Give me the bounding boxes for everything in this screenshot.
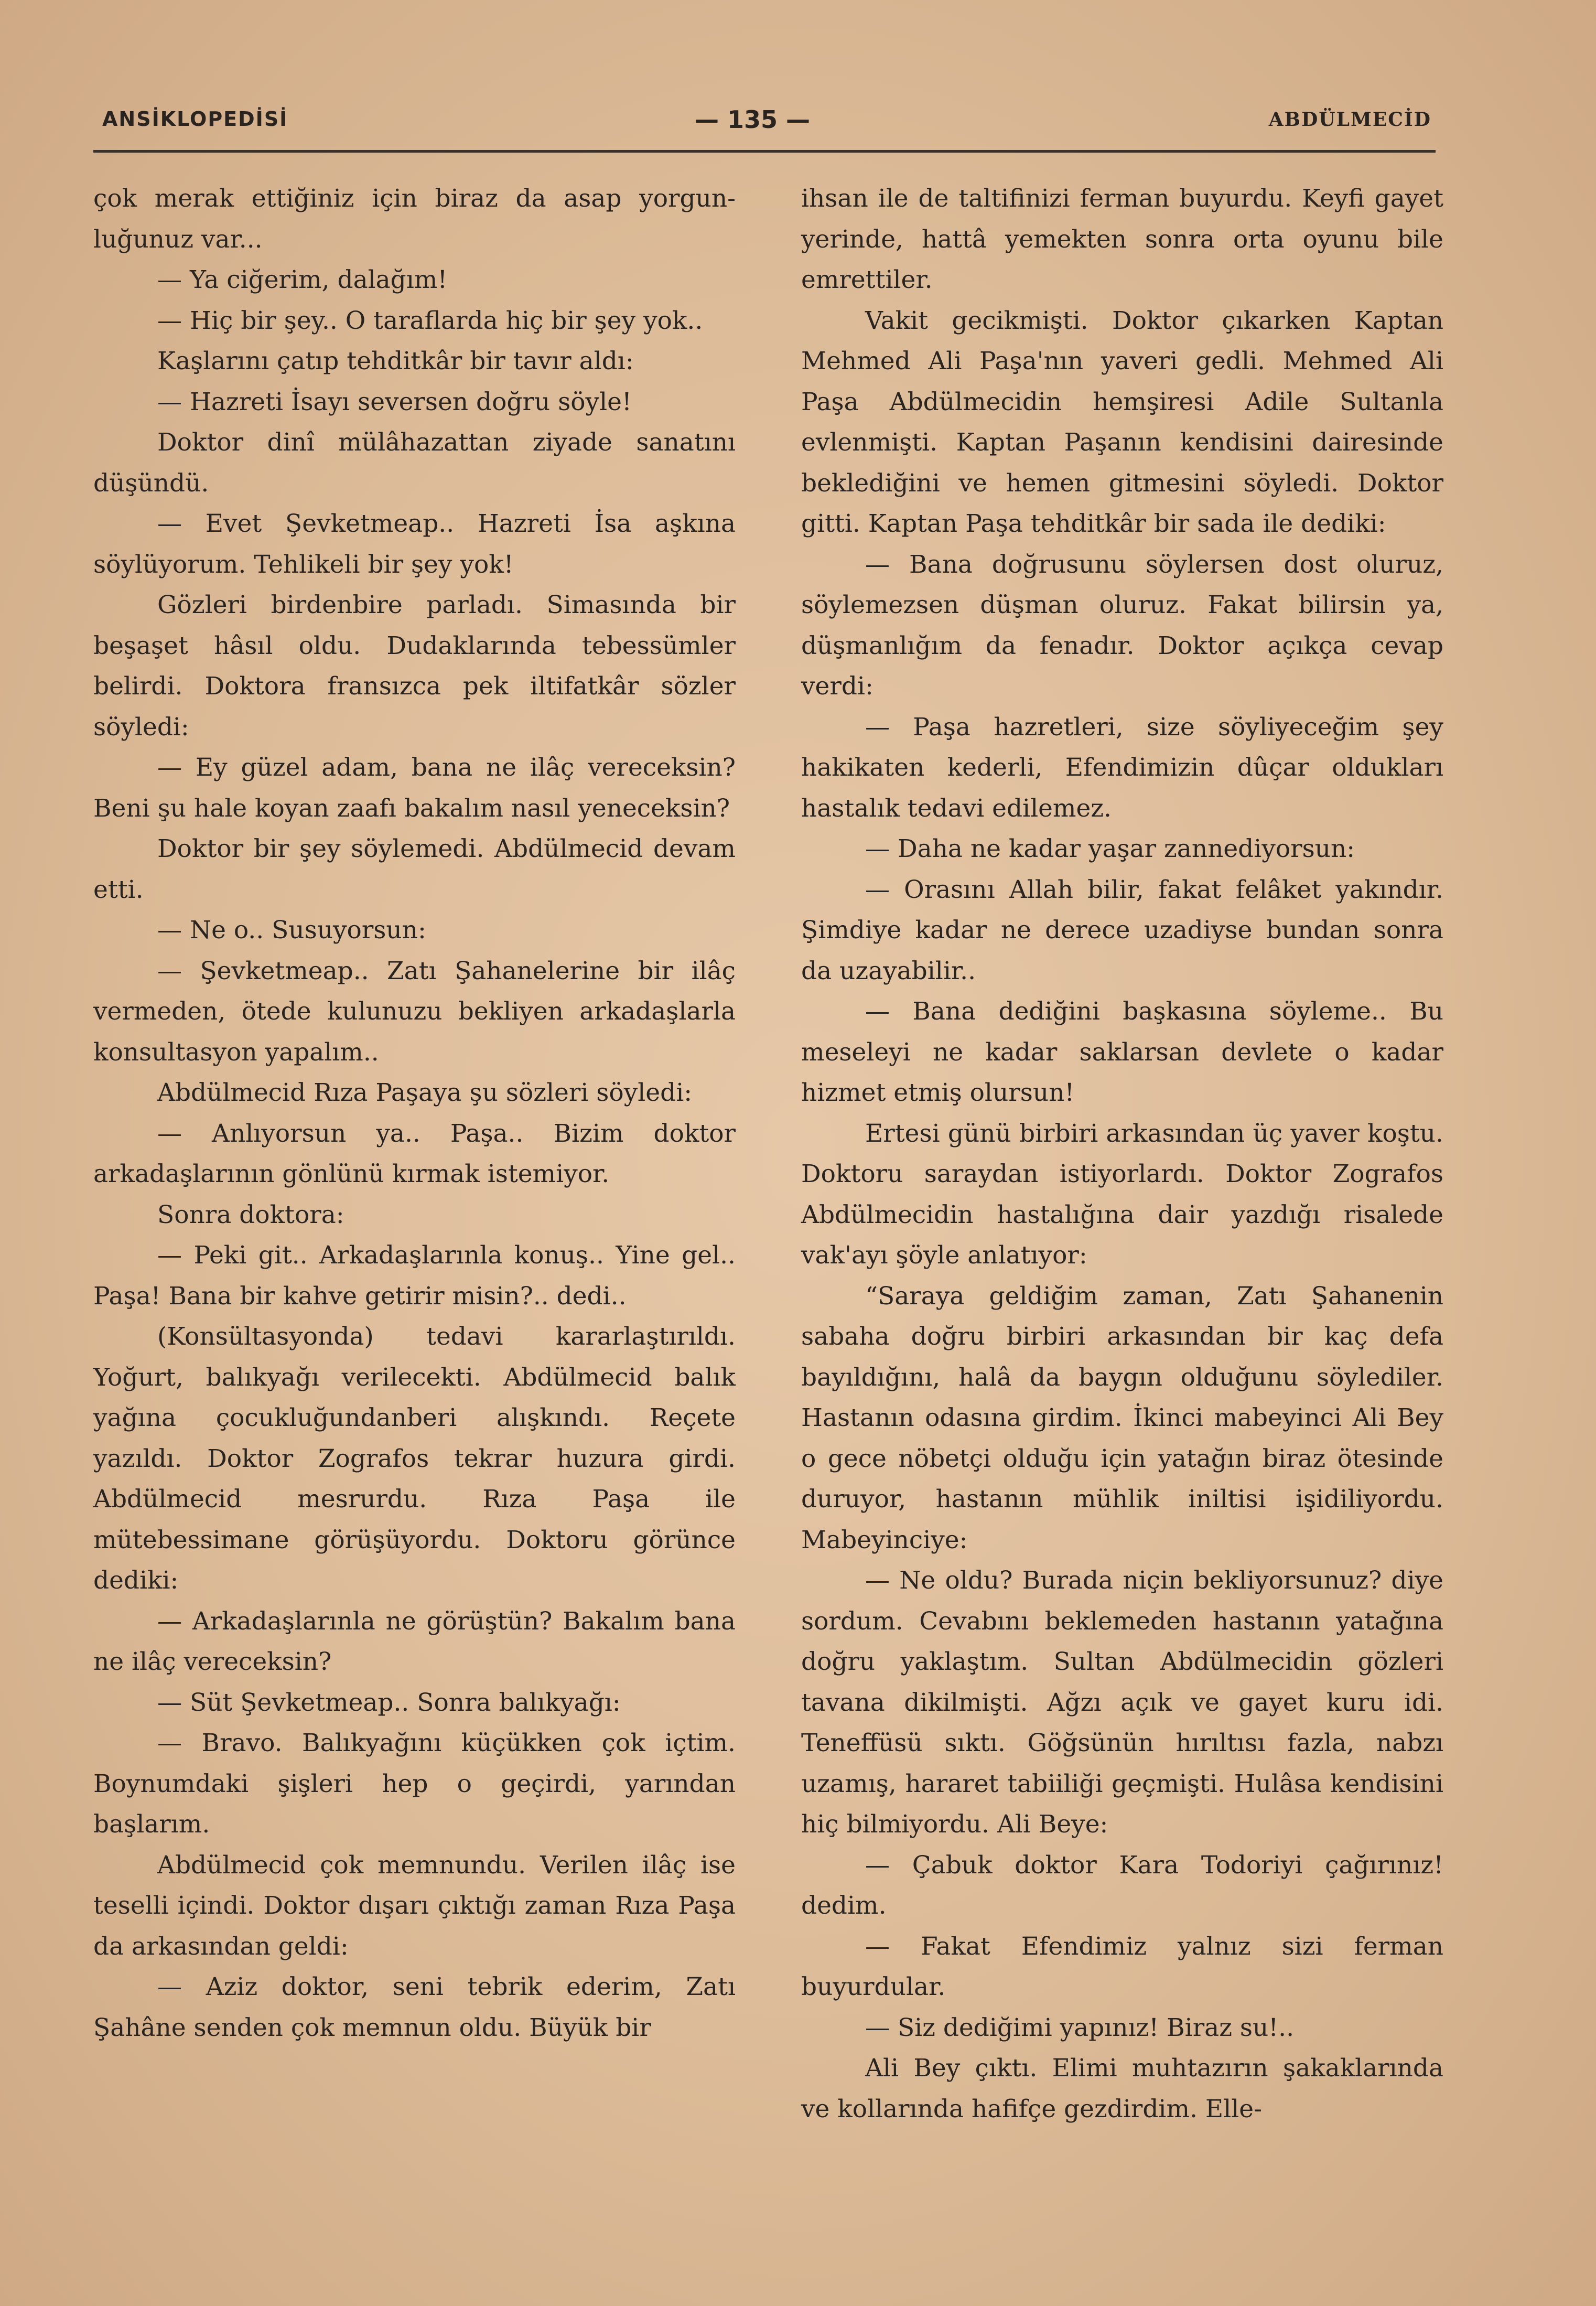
- paragraph: Ali Bey çıktı. Elimi muhtazırın şakaklarında ve kollarında hafifçe gezdirdim. Elle-: [801, 2054, 1443, 2123]
- paragraph: — Süt Şevketmeap.. Sonra balıkyağı:: [157, 1688, 621, 1717]
- header-rule: [93, 150, 1436, 153]
- paragraph: Gözleri birdenbire parladı. Simasında bir beşaşet hâsıl oldu. Dudaklarında tebessümler belirdi. Doktora fransızca pek iltifatkâr sözler söyledi:: [93, 591, 736, 742]
- paragraph: — Bana doğrusunu söylersen dost oluruz, söylemezsen düşman oluruz. Fakat bilirsin ya, düşmanlığım da fenadır. Doktor açıkça cevap verdi:: [801, 550, 1443, 701]
- paragraph: — Paşa hazretleri, size söyliyeceğim şey hakikaten kederli, Efendimizin dûçar oldukları hastalık tedavi edilemez.: [801, 712, 1443, 823]
- paragraph: çok merak ettiğiniz için biraz da asap yorgun-luğunuz var...: [93, 184, 736, 254]
- paragraph: — Fakat Efendimiz yalnız sizi ferman buyurdular.: [801, 1932, 1443, 2001]
- paragraph: (Konsültasyonda) tedavi kararlaştırıldı. Yoğurt, balıkyağı verilecekti. Abdülmecid balık yağına çocukluğundanberi alışkındı. Reçete yazıldı. Doktor Zografos tekrar huzura girdi. Abdülmecid mesrurdu. Rıza Paşa ile mütebessimane görüşüyordu. Doktoru görünce dediki:: [93, 1322, 736, 1595]
- paragraph: — Bana dediğini başkasına söyleme.. Bu meseleyi ne kadar saklarsan devlete o kadar hizmet etmiş olursun!: [801, 997, 1443, 1107]
- paragraph: Ertesi günü birbiri arkasından üç yaver koştu. Doktoru saraydan istiyorlardı. Doktor Zografos Abdülmecidin hastalığına dair yazdığı risalede vak'ayı şöyle anlatıyor:: [801, 1119, 1443, 1270]
- paragraph: — Peki git.. Arkadaşlarınla konuş.. Yine gel.. Paşa! Bana bir kahve getirir misin?.. dedi..: [93, 1241, 736, 1311]
- paragraph: — Şevketmeap.. Zatı Şahanelerine bir ilâç vermeden, ötede kulunuzu bekliyen arkadaşlarla konsultasyon yapalım..: [93, 956, 736, 1067]
- paragraph: — Aziz doktor, seni tebrik ederim, Zatı Şahâne senden çok memnun oldu. Büyük bir: [93, 1972, 736, 2042]
- paragraph: Doktor dinî mülâhazattan ziyade sanatını düşündü.: [93, 428, 736, 498]
- paragraph: Kaşlarını çatıp tehditkâr bir tavır aldı:: [157, 347, 634, 376]
- paragraph: — Daha ne kadar yaşar zannediyorsun:: [865, 834, 1355, 863]
- paragraph: — Ey güzel adam, bana ne ilâç vereceksin? Beni şu hale koyan zaafı bakalım nasıl yeneceksin?: [93, 753, 736, 823]
- paragraph: — Evet Şevketmeap.. Hazreti İsa aşkına söylüyorum. Tehlikeli bir şey yok!: [93, 509, 736, 579]
- paragraph: — Ne o.. Susuyorsun:: [157, 916, 426, 945]
- page-number: — 135 —: [695, 105, 811, 134]
- header-right-title: ABDÜLMECİD: [1268, 109, 1431, 131]
- paragraph: — Hiç bir şey.. O taraflarda hiç bir şey yok..: [157, 306, 703, 335]
- paragraph: — Anlıyorsun ya.. Paşa.. Bizim doktor arkadaşlarının gönlünü kırmak istemiyor.: [93, 1119, 736, 1188]
- paragraph: — Ya ciğerim, dalağım!: [157, 265, 448, 294]
- right-column: [801, 178, 1443, 2129]
- paragraph: — Bravo. Balıkyağını küçükken çok içtim. Boynumdaki şişleri hep o geçirdi, yarından başlarım.: [93, 1729, 736, 1839]
- paragraph: Abdülmecid Rıza Paşaya şu sözleri söyledi:: [157, 1078, 693, 1107]
- paragraph: — Orasını Allah bilir, fakat felâket yakındır. Şimdiye kadar ne derece uzadiyse bundan sonra da uzayabilir..: [801, 875, 1443, 985]
- paragraph: — Siz dediğimi yapınız! Biraz su!..: [865, 2013, 1295, 2042]
- left-column: [93, 178, 736, 2048]
- paragraph: Vakit gecikmişti. Doktor çıkarken Kaptan Mehmed Ali Paşa'nın yaveri gedli. Mehmed Ali Paşa Abdülmecidin hemşiresi Adile Sultanla evlenmişti. Kaptan Paşanın kendisini dairesinde beklediğini ve hemen gitmesini söyledi. Doktor gitti. Kaptan Paşa tehditkâr bir sada ile dediki:: [801, 306, 1443, 538]
- paragraph: Doktor bir şey söylemedi. Abdülmecid devam etti.: [93, 834, 736, 904]
- paragraph: — Çabuk doktor Kara Todoriyi çağırınız! dedim.: [801, 1850, 1443, 1920]
- header-left-title: ANSİKLOPEDİSİ: [102, 108, 288, 131]
- paragraph: — Ne oldu? Burada niçin bekliyorsunuz? diye sordum. Cevabını beklemeden hastanın yatağına doğru yaklaştım. Sultan Abdülmecidin gözleri tavana dikilmişti. Ağzı açık ve gayet kuru idi. Teneffüsü sıktı. Göğsünün hırıltısı fazla, nabzı uzamış, hararet tabiiliği geçmişti. Hulâsa kendisini hiç bilmiyordu. Ali Beye:: [801, 1566, 1443, 1839]
- paragraph: “Saraya geldiğim zaman, Zatı Şahanenin sabaha doğru birbiri arkasından bir kaç defa bayıldığını, halâ da baygın olduğunu söylediler. Hastanın odasına girdim. İkinci mabeyinci Ali Bey o gece nöbetçi olduğu için yatağın biraz ötesinde duruyor, hastanın mühlik iniltisi işidiliyordu. Mabeyinciye:: [801, 1281, 1443, 1554]
- page-header: [102, 105, 1437, 139]
- paragraph: Abdülmecid çok memnundu. Verilen ilâç ise teselli içindi. Doktor dışarı çıktığı zaman Rıza Paşa da arkasından geldi:: [93, 1850, 736, 1961]
- paragraph: — Arkadaşlarınla ne görüştün? Bakalım bana ne ilâç vereceksin?: [93, 1606, 736, 1676]
- paragraph: — Hazreti İsayı seversen doğru söyle!: [157, 387, 632, 416]
- paragraph: Sonra doktora:: [157, 1200, 344, 1229]
- paragraph: ihsan ile de taltifinizi ferman buyurdu. Keyfi gayet yerinde, hattâ yemekten sonra orta oyunu bile emrettiler.: [801, 184, 1443, 294]
